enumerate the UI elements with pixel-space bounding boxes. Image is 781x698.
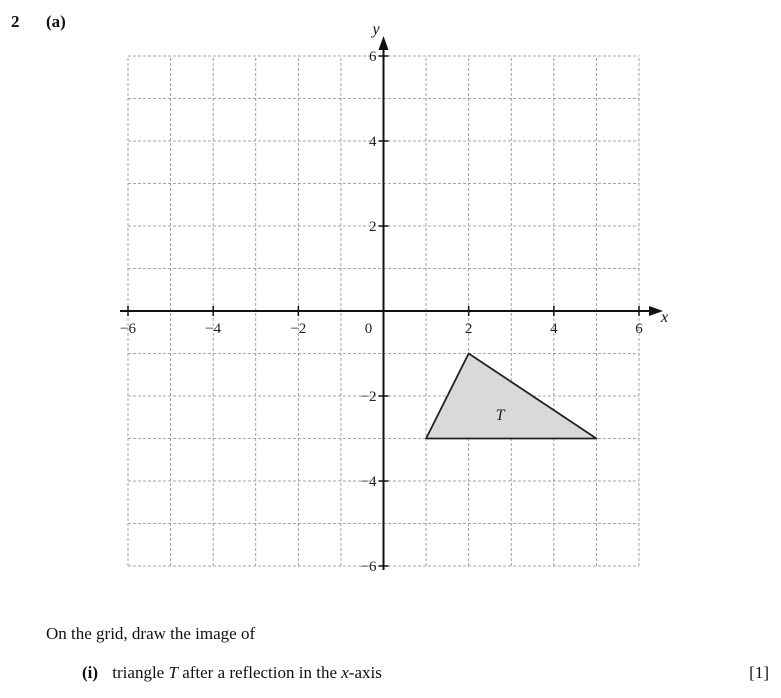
x-tick-label: 4 [550,321,558,337]
y-tick-label: 4 [369,134,377,150]
subquestion-text-mid: after a reflection in the [182,663,337,682]
x-tick-label: 6 [635,321,643,337]
marks-label: [1] [749,663,769,682]
x-tick-label: −4 [205,321,222,337]
x-tick-label: 2 [464,321,473,337]
question-number: 2 [11,12,20,31]
x-tick-label: −2 [290,321,307,337]
instruction-text: On the grid, draw the image of [46,624,256,643]
y-tick-label: 6 [369,49,377,65]
y-axis-label: y [372,21,380,38]
y-tick-label: −4 [360,474,377,490]
x-axis-label: x [661,309,669,326]
y-tick-label: −2 [360,389,377,405]
subquestion-i [82,663,382,683]
x-tick-label: 0 [364,321,373,337]
subquestion-label: (i) [82,663,99,682]
subquestion-text-post: -axis [348,663,382,682]
triangle-label: T [495,407,505,425]
subquestion-shape-ref: T [168,663,178,682]
y-axis-arrow-icon [379,36,389,50]
x-tick-label: −6 [120,321,136,337]
y-tick-label: 2 [369,219,377,235]
subquestion-axis-ref: x [341,663,349,682]
subquestion-text-pre: triangle [112,663,165,682]
question-part: (a) [46,12,66,31]
y-tick-label: −6 [360,559,377,575]
